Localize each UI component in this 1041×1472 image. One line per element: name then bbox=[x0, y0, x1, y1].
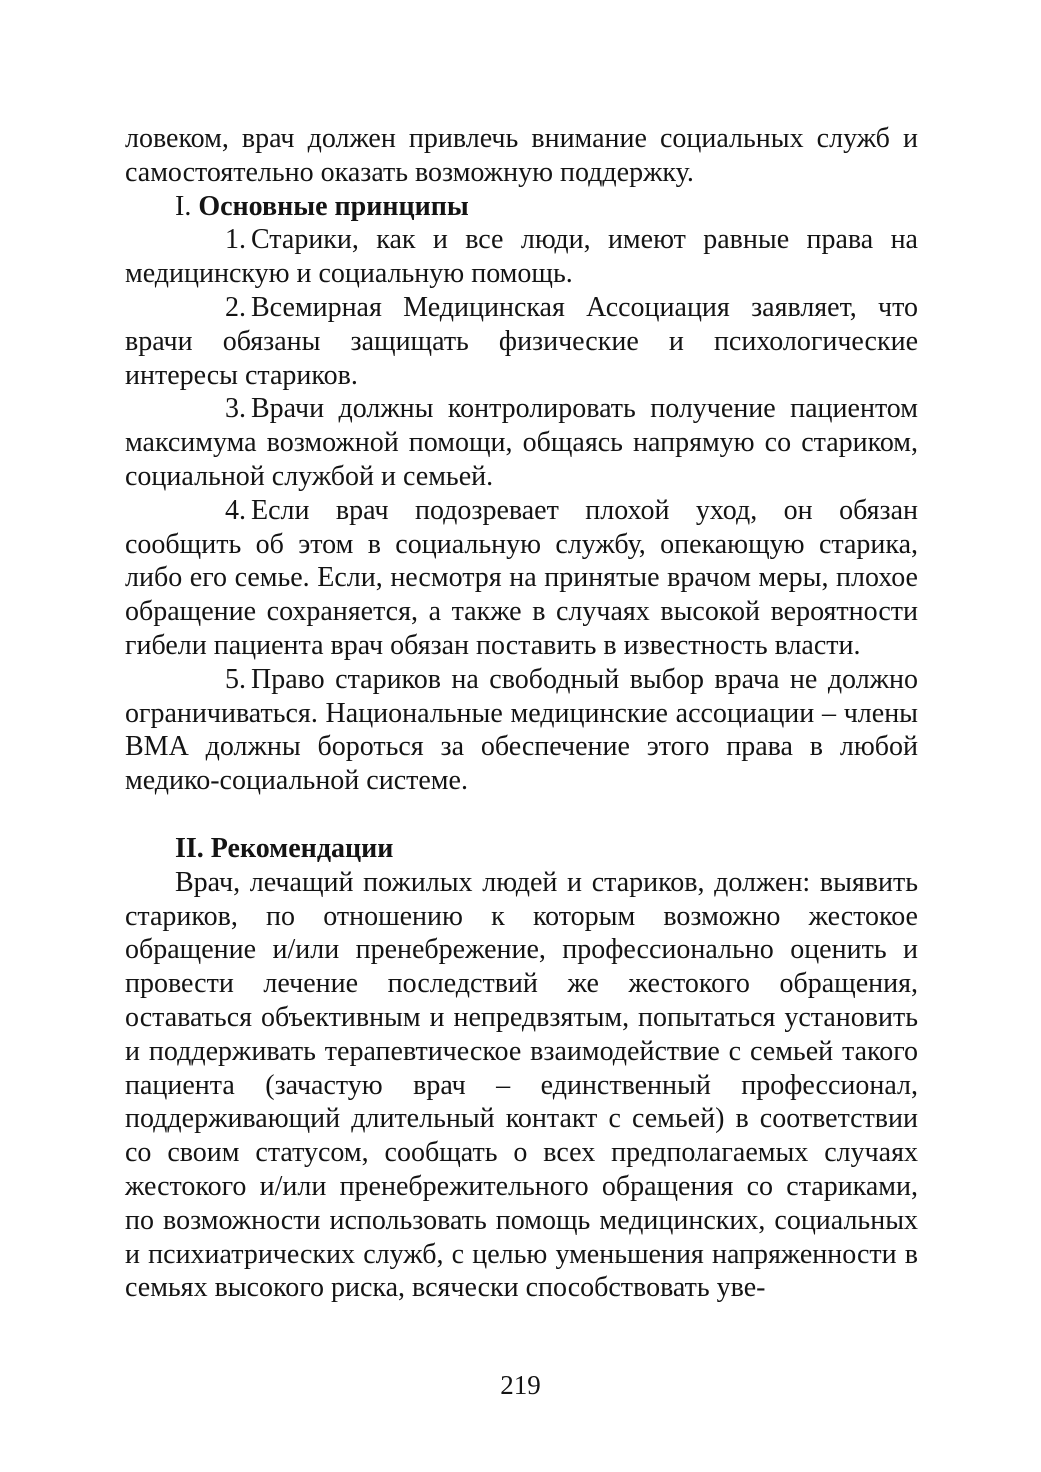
principle-item bbox=[125, 663, 918, 798]
section-1-heading bbox=[125, 190, 918, 224]
section-2-title: II. Рекомендации bbox=[175, 832, 394, 864]
principle-item bbox=[125, 223, 918, 291]
page-body bbox=[125, 122, 918, 1305]
page-number: 219 bbox=[500, 1370, 541, 1400]
principle-text: Старики, как и все люди, имеют равные права на медицинскую и социальную помощь. bbox=[125, 224, 918, 290]
principle-text: Всемирная Медицинская Ассоциация заявляет, что врачи обязаны защищать физические и психологические интересы стариков. bbox=[125, 291, 918, 391]
section-1-title: Основные принципы bbox=[198, 190, 469, 222]
section-2-heading bbox=[125, 832, 918, 866]
principle-text: Если врач подозревает плохой уход, он обязан сообщить об этом в социальную службу, опекающую старика, либо его семье. Если, несмотря на принятые врачом меры, плохое обращение сохраняется, а также в случаях высокой вероятности гибели пациента врач обязан поставить в известность власти. bbox=[125, 494, 918, 661]
principle-number: 2. bbox=[225, 291, 246, 323]
principle-number: 5. bbox=[225, 663, 246, 695]
principle-item bbox=[125, 392, 918, 493]
section-1-number: I. bbox=[175, 190, 192, 222]
intro-paragraph: ловеком, врач должен привлечь внимание социальных служб и самостоятельно оказать возможную поддержку. bbox=[125, 123, 918, 188]
principle-item bbox=[125, 494, 918, 663]
principle-text: Право стариков на свободный выбор врача не должно ограничиваться. Национальные медицинские ассоциации – члены ВМА должны бороться за обеспечение этого права в любой медико-социальной системе. bbox=[125, 663, 918, 797]
principle-number: 4. bbox=[225, 494, 246, 526]
principle-text: Врачи должны контролировать получение пациентом максимума возможной помощи, общаясь напрямую со стариком, социальной службой и семьей. bbox=[125, 393, 918, 492]
recommendations-paragraph: Врач, лечащий пожилых людей и стариков, должен: выявить стариков, по отношению к которым возможно жестокое обращение и/или пренебрежение, профессионально оценить и провести лечение последствий же жестокого обращения, оставаться объективным и непредвзятым, попытаться установить и поддерживать терапевтическое взаимодействие с семьей такого пациента (зачастую врач – единственный профессионал, поддерживающий длительный контакт с семьей) в соответствии со своим статусом, сообщать о всех предполагаемых случаях жестокого и/или пренебрежительного обращения со стариками, по возможности использовать помощь медицинских, социальных и психиатрических служб, с целью уменьшения напряженности в семьях высокого риска, всячески способствовать уве- bbox=[125, 866, 918, 1304]
section-spacer bbox=[125, 798, 918, 832]
principle-item bbox=[125, 291, 918, 392]
principle-number: 3. bbox=[225, 393, 246, 425]
principle-number: 1. bbox=[225, 224, 246, 256]
